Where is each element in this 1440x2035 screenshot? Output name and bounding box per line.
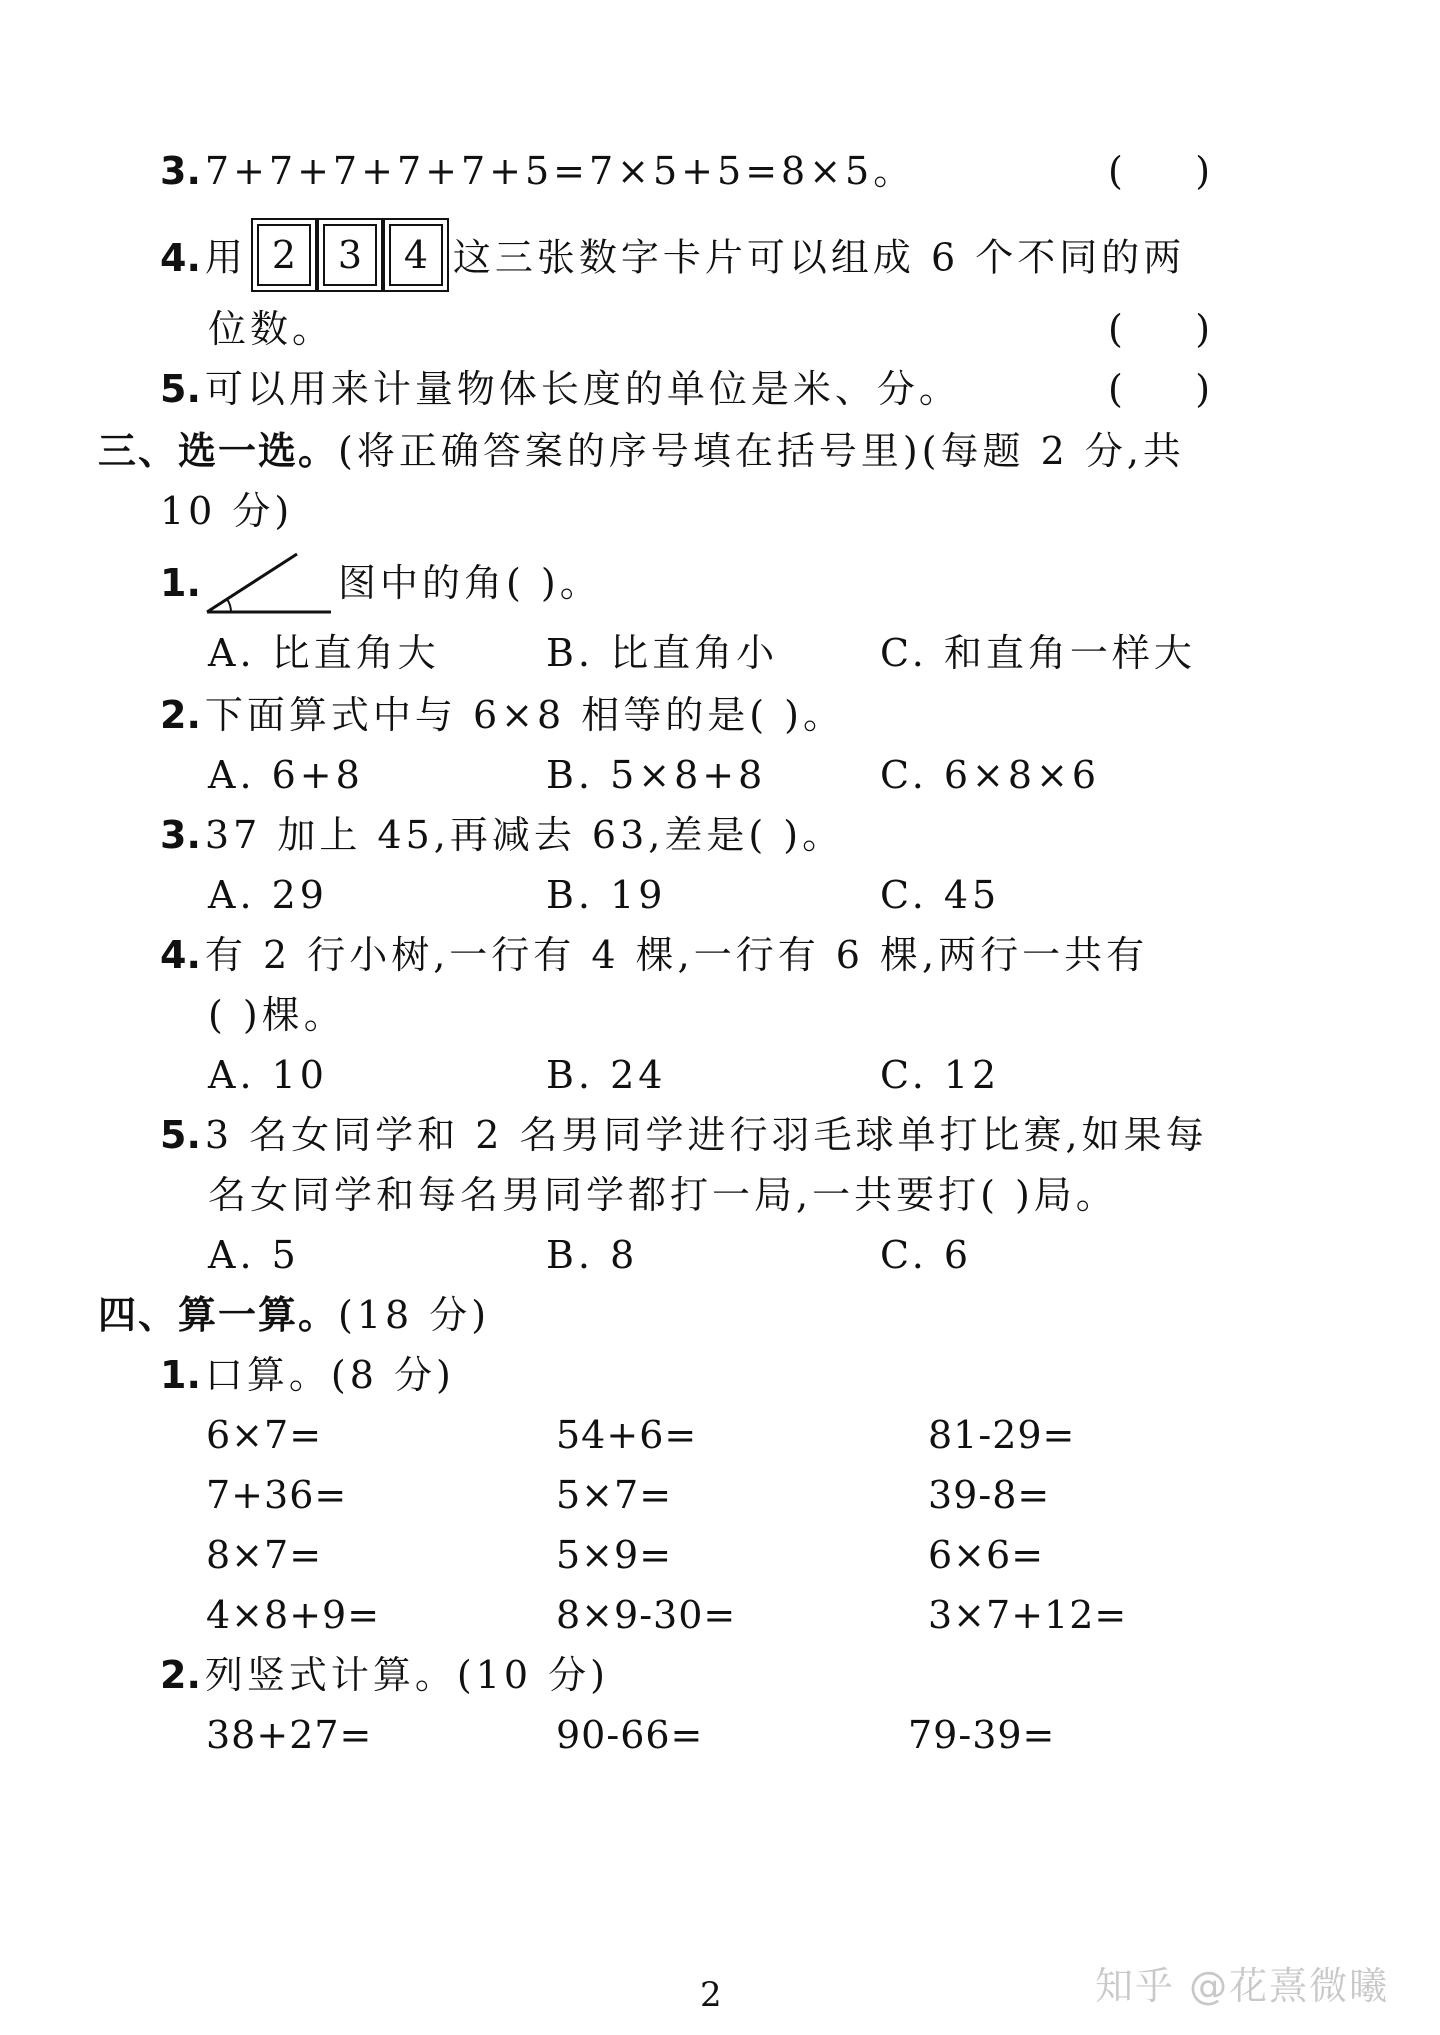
option-c[interactable]: C. 6 [880, 1233, 973, 1277]
angle-slant-ray [207, 554, 297, 612]
oral-calc[interactable]: 8×7= [206, 1533, 323, 1577]
option-a[interactable]: A. 5 [208, 1233, 300, 1277]
oral-calc[interactable]: 5×7= [556, 1473, 673, 1517]
option-b[interactable]: B. 比直角小 [546, 631, 779, 675]
digit-card: 2 [251, 218, 317, 292]
question-number: 2. [160, 1653, 201, 1697]
option-a[interactable]: A. 10 [208, 1053, 328, 1097]
judge-q5 [160, 366, 961, 412]
question-number: 5. [160, 1113, 201, 1157]
option-b[interactable]: B. 19 [546, 873, 667, 917]
section-title: 三、选一选。 [98, 429, 339, 473]
question-number: 1. [160, 561, 201, 605]
question-text: 37 加上 45,再减去 63,差是( )。 [204, 813, 845, 857]
question-number: 4. [160, 933, 201, 977]
oral-calc[interactable]: 7+36= [206, 1473, 348, 1517]
option-a[interactable]: A. 29 [208, 873, 328, 917]
section-note: (18 分) [338, 1293, 491, 1337]
option-b[interactable]: B. 8 [546, 1233, 639, 1277]
choice-q5 [160, 1112, 1208, 1158]
answer-paren[interactable]: ( ) [1108, 307, 1211, 351]
section3-note-cont: 10 分) [160, 489, 294, 533]
choice-q1 [160, 560, 205, 606]
oral-calc[interactable]: 6×7= [206, 1413, 323, 1457]
oral-calc[interactable]: 4×8+9= [206, 1593, 381, 1637]
oral-calc[interactable]: 8×9-30= [556, 1593, 737, 1637]
choice-q4 [160, 932, 1148, 978]
option-a[interactable]: A. 比直角大 [208, 631, 440, 675]
angle-arc [227, 599, 231, 612]
oral-calc[interactable]: 54+6= [556, 1413, 698, 1457]
option-c[interactable]: C. 6×8×6 [880, 753, 1101, 797]
oral-calc[interactable]: 81-29= [928, 1413, 1076, 1457]
question-text: 有 2 行小树,一行有 4 棵,一行有 6 棵,两行一共有 [204, 933, 1149, 977]
question-number: 5. [160, 367, 201, 411]
option-c[interactable]: C. 12 [880, 1053, 1001, 1097]
oral-calc[interactable]: 3×7+12= [928, 1593, 1128, 1637]
answer-paren[interactable]: ( ) [1108, 367, 1211, 411]
vertical-calc[interactable]: 90-66= [556, 1713, 704, 1757]
section-title: 四、算一算。 [98, 1293, 339, 1337]
option-a[interactable]: A. 6+8 [208, 753, 364, 797]
answer-paren[interactable]: ( ) [1108, 149, 1211, 193]
question-text: 图中的角( )。 [338, 561, 602, 605]
choice-q3 [160, 812, 844, 858]
question-number: 3. [160, 813, 201, 857]
digit-cards [251, 230, 449, 292]
option-b[interactable]: B. 5×8+8 [546, 753, 767, 797]
digit-card: 3 [317, 218, 383, 292]
sub2-heading [160, 1652, 609, 1698]
page-number: 2 [700, 1975, 722, 2015]
section-note: (将正确答案的序号填在括号里)(每题 2 分,共 [338, 429, 1185, 473]
question-number: 4. [160, 235, 201, 280]
section4-heading [98, 1292, 490, 1338]
option-b[interactable]: B. 24 [546, 1053, 667, 1097]
judge-q3 [160, 148, 915, 194]
section3-heading [98, 428, 1185, 474]
judge-q4 [160, 230, 1185, 292]
question-text-cont: 名女同学和每名男同学都打一局,一共要打( )局。 [208, 1173, 1118, 1217]
judge-q4-cont: 位数。 [208, 307, 335, 351]
vertical-calc[interactable]: 38+27= [206, 1713, 373, 1757]
option-c[interactable]: C. 45 [880, 873, 1001, 917]
angle-figure [205, 548, 335, 618]
vertical-calc[interactable]: 79-39= [908, 1713, 1056, 1757]
digit-card: 4 [383, 218, 449, 292]
sub-title: 列竖式计算。(10 分) [204, 1653, 609, 1697]
question-text: 可以用来计量物体长度的单位是米、分。 [204, 367, 961, 411]
question-text-post: 这三张数字卡片可以组成 6 个不同的两 [452, 235, 1186, 280]
choice-q2 [160, 692, 845, 738]
sub1-heading [160, 1352, 455, 1398]
question-number: 3. [160, 149, 201, 193]
option-c[interactable]: C. 和直角一样大 [880, 631, 1196, 675]
oral-calc[interactable]: 6×6= [928, 1533, 1045, 1577]
question-text: 下面算式中与 6×8 相等的是( )。 [204, 693, 845, 737]
question-text: 3 名女同学和 2 名男同学进行羽毛球单打比赛,如果每 [204, 1113, 1208, 1157]
question-text: 7+7+7+7+7+5=7×5+5=8×5。 [204, 149, 916, 193]
oral-calc[interactable]: 5×9= [556, 1533, 673, 1577]
question-number: 2. [160, 693, 201, 737]
question-text-cont: ( )棵。 [208, 993, 346, 1037]
question-number: 1. [160, 1353, 201, 1397]
question-text-pre: 用 [204, 235, 247, 280]
sub-title: 口算。(8 分) [204, 1353, 455, 1397]
oral-calc[interactable]: 39-8= [928, 1473, 1051, 1517]
watermark: 知乎 @花熹微曦 [1095, 1964, 1390, 2008]
